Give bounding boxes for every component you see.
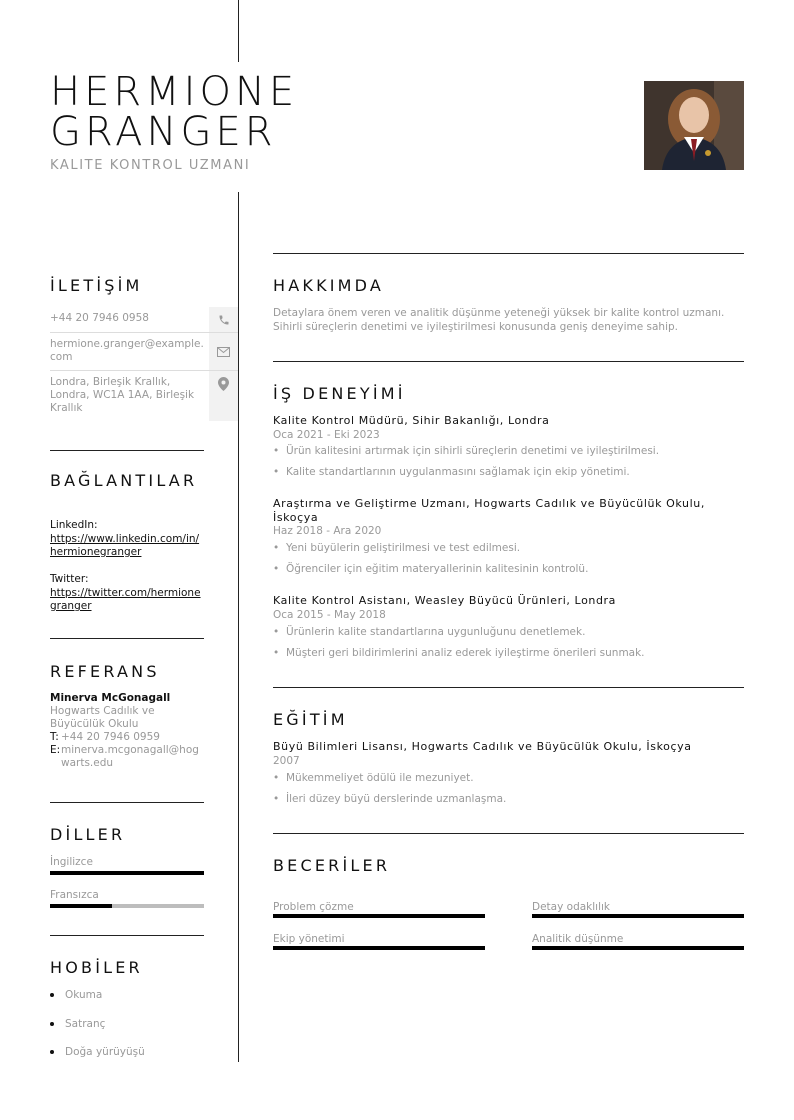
job-title: KALITE KONTROL UZMANI [50,158,251,173]
hobby-item: Satranç [65,1018,106,1030]
experience-heading: İŞ DENEYİMİ [273,384,406,403]
divider-main [238,192,239,1062]
twitter-label: Twitter: [50,573,89,585]
language-name: İngilizce [50,856,93,868]
skill-level-bar [273,914,485,918]
job-role: Kalite Kontrol Asistanı, Weasley Büyücü Ürünleri, Londra [273,594,617,607]
section-divider [50,638,204,639]
bullet-icon [50,993,54,997]
language-level-bar [50,904,204,908]
links-heading: BAĞLANTILAR [50,471,198,490]
skill-name: Ekip yönetimi [273,933,345,945]
reference-email: E: minerva.mcgonagall@hogwarts.edu [50,744,199,769]
linkedin-link[interactable]: https://www.linkedin.com/in/hermionegranger [50,533,200,558]
language-level-fill [50,871,204,875]
language-name: Fransızca [50,889,99,901]
skill-name: Analitik düşünme [532,933,624,945]
linkedin-label: LinkedIn: [50,519,98,531]
contact-address: Londra, Birleşik Krallık, Londra, WC1A 1AA, Birleşik Krallık [50,376,195,414]
hobbies-heading: HOBİLER [50,958,143,977]
hobby-item: Okuma [65,989,103,1001]
candidate-name: HERMIONE GRANGER [50,69,299,155]
reference-org: Hogwarts Cadılık ve Büyücülük Okulu [50,705,155,730]
divider-top [238,0,239,62]
section-divider [50,935,204,936]
language-level-fill [50,904,112,908]
about-heading: HAKKIMDA [273,276,385,295]
bullet-icon [50,1022,54,1026]
education-year: 2007 [273,755,300,767]
section-divider [50,450,204,451]
skill-name: Detay odaklılık [532,901,611,913]
hobby-item: Doğa yürüyüşü [65,1046,145,1058]
job-date: Oca 2021 - Eki 2023 [273,429,380,441]
job-bullet: • Müşteri geri bildirimlerini analiz ederek iyileştirme önerileri sunmak. [286,647,741,659]
job-role: Kalite Kontrol Müdürü, Sihir Bakanlığı, Londra [273,414,550,427]
section-divider [50,802,204,803]
twitter-block [50,573,205,613]
skill-level-bar [532,914,744,918]
section-divider [273,253,744,254]
envelope-icon [217,347,230,357]
references-heading: REFERANS [50,662,160,681]
language-level-bar [50,871,204,875]
location-icon-cell [209,371,238,421]
location-pin-icon [218,377,229,391]
job-date: Oca 2015 - May 2018 [273,609,386,621]
languages-heading: DİLLER [50,825,126,844]
profile-photo [644,81,744,170]
contact-email[interactable]: hermione.granger@example.com [50,338,204,363]
education-bullet: • Mükemmeliyet ödülü ile mezuniyet. [286,772,741,784]
job-bullet: • Yeni büyülerin geliştirilmesi ve test edilmesi. [286,542,741,554]
skill-level-bar [532,946,744,950]
reference-block [50,692,205,770]
contact-heading: İLETİŞİM [50,276,143,295]
education-bullet: • İleri düzey büyü derslerinde uzmanlaşma. [286,793,741,805]
skills-heading: BECERİLER [273,856,391,875]
section-divider [273,833,744,834]
job-bullet: • Ürün kalitesini artırmak için sihirli süreçlerin denetimi ve iyileştirilmesi. [286,445,741,457]
job-bullet: • Kalite standartlarının uygulanmasını sağlamak için ekip yönetimi. [286,466,741,478]
job-date: Haz 2018 - Ara 2020 [273,525,382,537]
skill-level-bar [273,946,485,950]
education-degree: Büyü Bilimleri Lisansı, Hogwarts Cadılık ve Büyücülük Okulu, İskoçya [273,740,692,753]
envelope-icon-cell [209,333,238,370]
linkedin-block [50,519,205,559]
job-role: Araştırma ve Geliştirme Uzmanı, Hogwarts Cadılık ve Büyücülük Okulu, İskoçya [273,497,705,524]
reference-phone: T: +44 20 7946 0959 [50,731,160,743]
phone-icon-cell [209,307,238,332]
twitter-link[interactable]: https://twitter.com/hermionegranger [50,587,201,612]
education-heading: EĞİTİM [273,710,348,729]
skill-name: Problem çözme [273,901,354,913]
job-bullet: • Öğrenciler için eğitim materyallerinin kalitesinin kontrolü. [286,563,741,575]
about-text: Detaylara önem veren ve analitik düşünme yeteneği yüksek bir kalite kontrol uzmanı. Sihirli süreçlerin denetimi ve iyileştirilmesi konusunda geniş deneyime sahip. [273,307,725,333]
section-divider [273,361,744,362]
contact-phone[interactable]: +44 20 7946 0958 [50,312,149,324]
reference-name: Minerva McGonagall [50,692,171,704]
job-bullet: • Ürünlerin kalite standartlarına uygunluğunu denetlemek. [286,626,741,638]
phone-icon [218,314,230,326]
section-divider [273,687,744,688]
bullet-icon [50,1050,54,1054]
